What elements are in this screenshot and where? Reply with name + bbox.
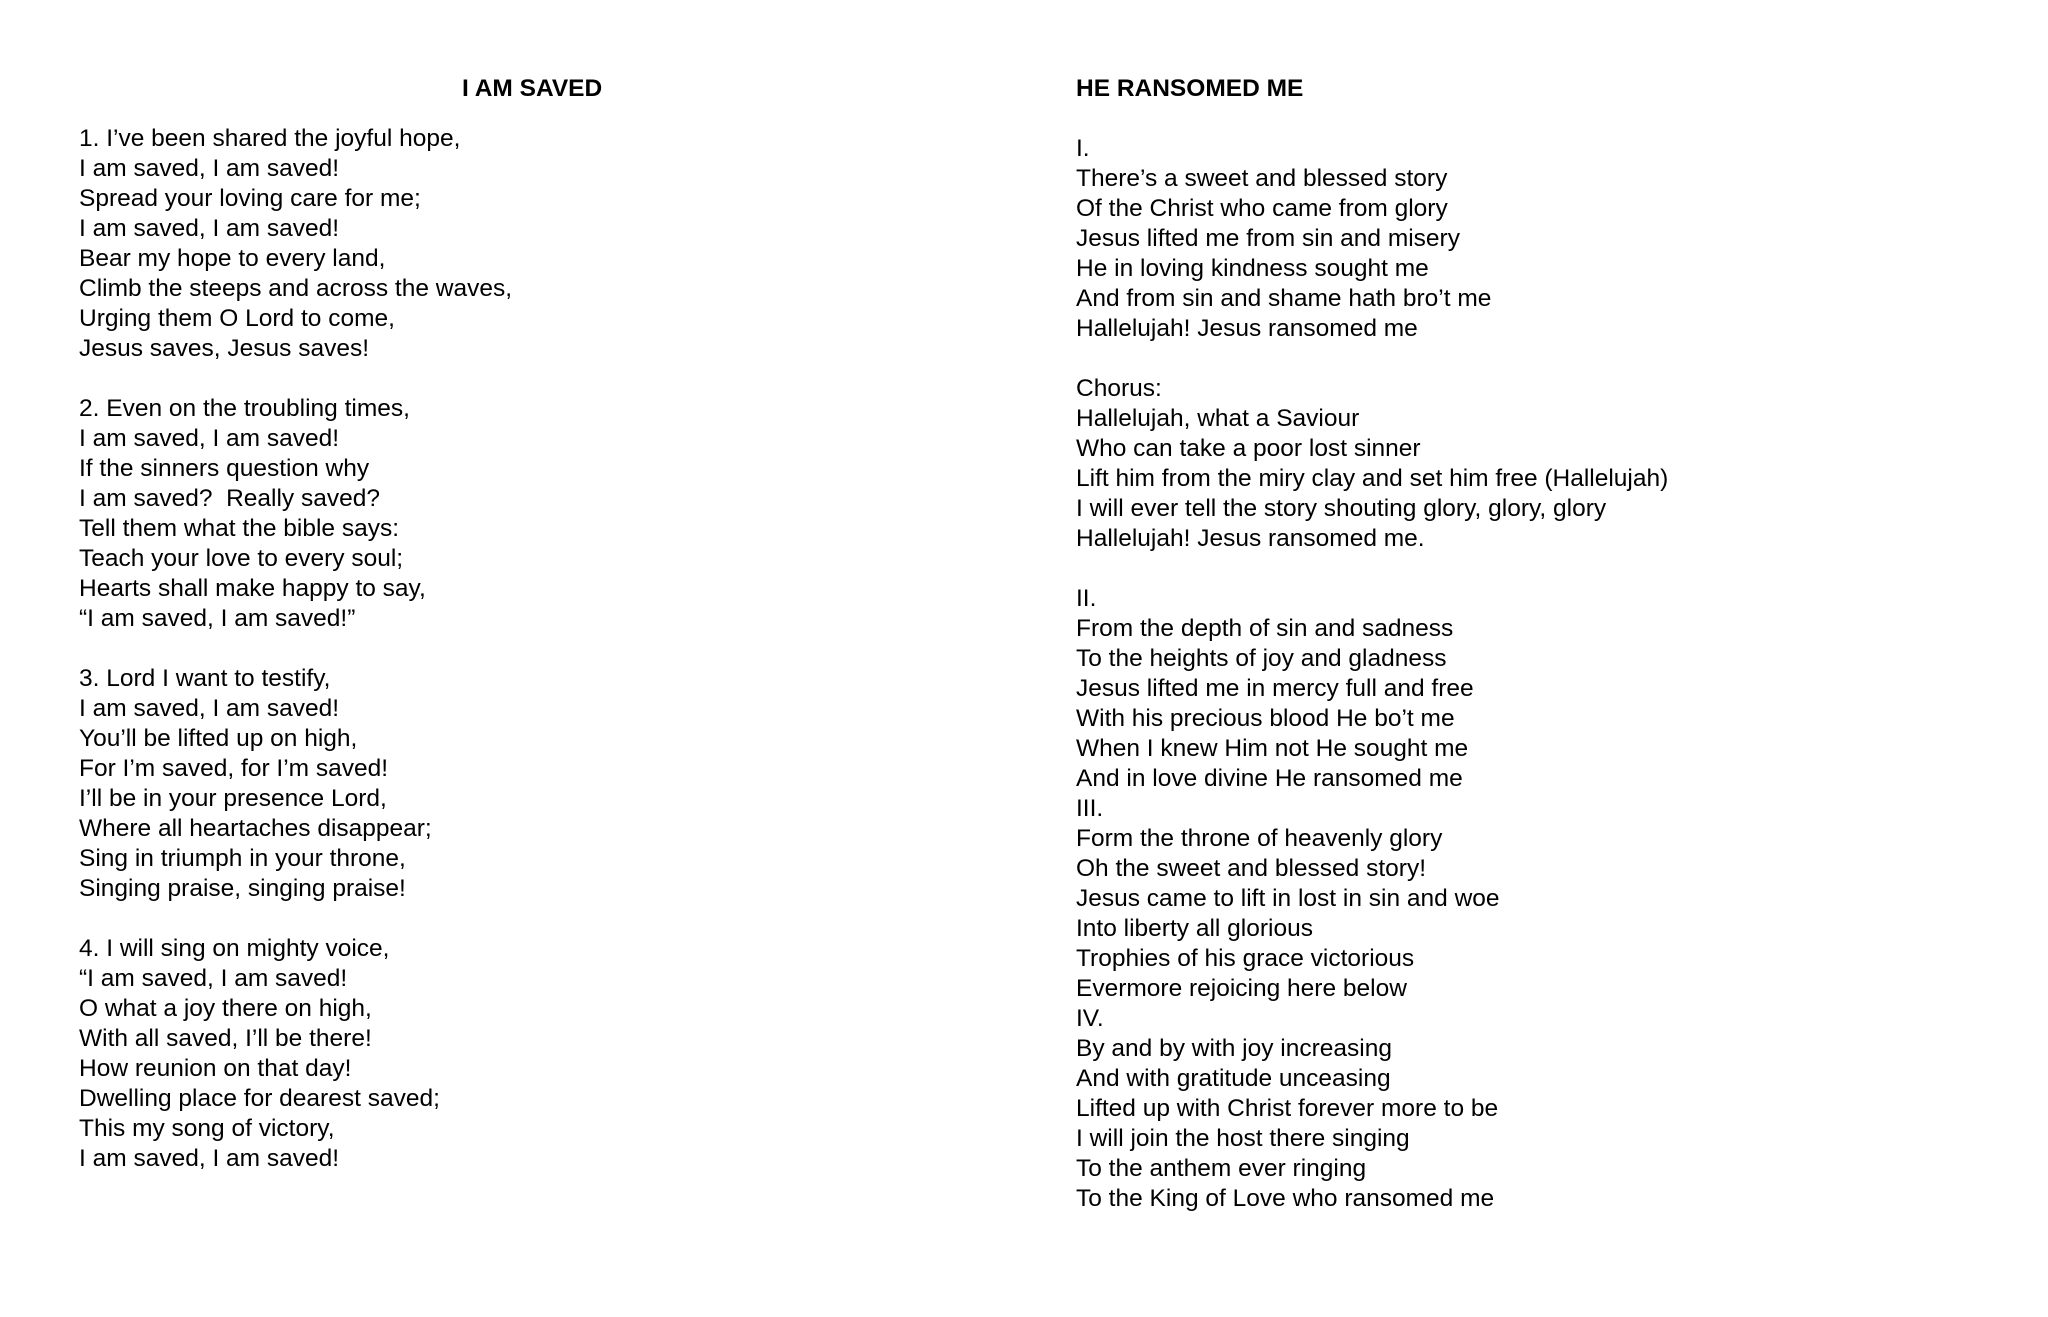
lyric-line: Form the throne of heavenly glory — [1076, 825, 1443, 852]
lyric-line: I am saved? Really saved? — [79, 485, 380, 512]
lyric-line: To the anthem ever ringing — [1076, 1155, 1367, 1182]
lyric-line: By and by with joy increasing — [1076, 1035, 1392, 1062]
stanza-list — [79, 124, 999, 1174]
stanza — [79, 124, 999, 364]
stanza — [1076, 794, 1976, 1004]
lyric-line: IV. — [1076, 1005, 1104, 1032]
lyric-line: Hallelujah, what a Saviour — [1076, 405, 1360, 432]
lyric-line: Jesus lifted me in mercy full and free — [1076, 675, 1474, 702]
lyric-line: Singing praise, singing praise! — [79, 875, 406, 902]
lyric-line: “I am saved, I am saved!” — [79, 605, 356, 632]
lyric-line: I am saved, I am saved! — [79, 425, 340, 452]
lyric-line: Trophies of his grace victorious — [1076, 945, 1415, 972]
lyric-line: Urging them O Lord to come, — [79, 305, 395, 332]
lyric-line: This my song of victory, — [79, 1115, 335, 1142]
lyric-line: 3. Lord I want to testify, — [79, 665, 331, 692]
lyric-line: Sing in triumph in your throne, — [79, 845, 406, 872]
lyric-line: Who can take a poor lost sinner — [1076, 435, 1421, 462]
lyric-line: Jesus lifted me from sin and misery — [1076, 225, 1460, 252]
lyric-line: Bear my hope to every land, — [79, 245, 386, 272]
lyric-line: I will join the host there singing — [1076, 1125, 1410, 1152]
lyric-line: Dwelling place for dearest saved; — [79, 1085, 440, 1112]
lyric-line: You’ll be lifted up on high, — [79, 725, 358, 752]
lyric-line: Hallelujah! Jesus ransomed me. — [1076, 525, 1425, 552]
song-title: I AM SAVED — [462, 75, 603, 102]
song-title: HE RANSOMED ME — [1076, 75, 1304, 102]
song-he-ransomed-me — [1076, 74, 1976, 1214]
lyric-line: III. — [1076, 795, 1104, 822]
lyric-line: Chorus: — [1076, 375, 1162, 402]
lyric-line: From the depth of sin and sadness — [1076, 615, 1454, 642]
lyric-line: Spread your loving care for me; — [79, 185, 421, 212]
lyric-line: If the sinners question why — [79, 455, 370, 482]
stanza — [1076, 1004, 1976, 1214]
lyric-line: I am saved, I am saved! — [79, 1145, 340, 1172]
lyric-line: Into liberty all glorious — [1076, 915, 1313, 942]
stanza — [1076, 134, 1976, 344]
lyric-line: I. — [1076, 135, 1090, 162]
lyric-line: How reunion on that day! — [79, 1055, 352, 1082]
lyric-line: Climb the steeps and across the waves, — [79, 275, 513, 302]
stanza-list — [1076, 134, 1976, 1214]
lyric-line: Tell them what the bible says: — [79, 515, 400, 542]
lyric-line: Lift him from the miry clay and set him free (Hallelujah) — [1076, 465, 1669, 492]
lyric-line: With all saved, I’ll be there! — [79, 1025, 372, 1052]
lyric-line: I’ll be in your presence Lord, — [79, 785, 387, 812]
lyric-line: Teach your love to every soul; — [79, 545, 404, 572]
lyric-line: Oh the sweet and blessed story! — [1076, 855, 1426, 882]
lyric-line: When I knew Him not He sought me — [1076, 735, 1469, 762]
lyric-line: To the King of Love who ransomed me — [1076, 1185, 1495, 1212]
song-i-am-saved — [79, 74, 999, 1204]
lyric-line: Lifted up with Christ forever more to be — [1076, 1095, 1499, 1122]
lyric-line: “I am saved, I am saved! — [79, 965, 348, 992]
lyric-line: I will ever tell the story shouting glory, glory, glory — [1076, 495, 1607, 522]
lyric-line: To the heights of joy and gladness — [1076, 645, 1447, 672]
lyric-line: II. — [1076, 585, 1097, 612]
lyric-line: There’s a sweet and blessed story — [1076, 165, 1448, 192]
lyric-line: I am saved, I am saved! — [79, 695, 340, 722]
stanza — [1076, 584, 1976, 794]
lyric-line: I am saved, I am saved! — [79, 155, 340, 182]
stanza — [79, 934, 999, 1174]
stanza — [79, 664, 999, 904]
lyric-line: I am saved, I am saved! — [79, 215, 340, 242]
lyric-line: Evermore rejoicing here below — [1076, 975, 1407, 1002]
lyric-line: With his precious blood He bo’t me — [1076, 705, 1455, 732]
lyric-line: And in love divine He ransomed me — [1076, 765, 1463, 792]
lyric-line: For I’m saved, for I’m saved! — [79, 755, 389, 782]
stanza — [79, 394, 999, 634]
lyric-line: And from sin and shame hath bro’t me — [1076, 285, 1492, 312]
lyric-line: Of the Christ who came from glory — [1076, 195, 1448, 222]
lyric-line: Hearts shall make happy to say, — [79, 575, 426, 602]
lyric-line: He in loving kindness sought me — [1076, 255, 1429, 282]
lyric-line: Hallelujah! Jesus ransomed me — [1076, 315, 1418, 342]
lyric-line: 1. I’ve been shared the joyful hope, — [79, 125, 461, 152]
lyric-line: 4. I will sing on mighty voice, — [79, 935, 390, 962]
lyric-line: Jesus came to lift in lost in sin and woe — [1076, 885, 1500, 912]
stanza — [1076, 374, 1976, 554]
lyric-line: 2. Even on the troubling times, — [79, 395, 410, 422]
lyric-line: And with gratitude unceasing — [1076, 1065, 1391, 1092]
lyric-line: Jesus saves, Jesus saves! — [79, 335, 370, 362]
lyric-line: O what a joy there on high, — [79, 995, 372, 1022]
lyric-line: Where all heartaches disappear; — [79, 815, 432, 842]
